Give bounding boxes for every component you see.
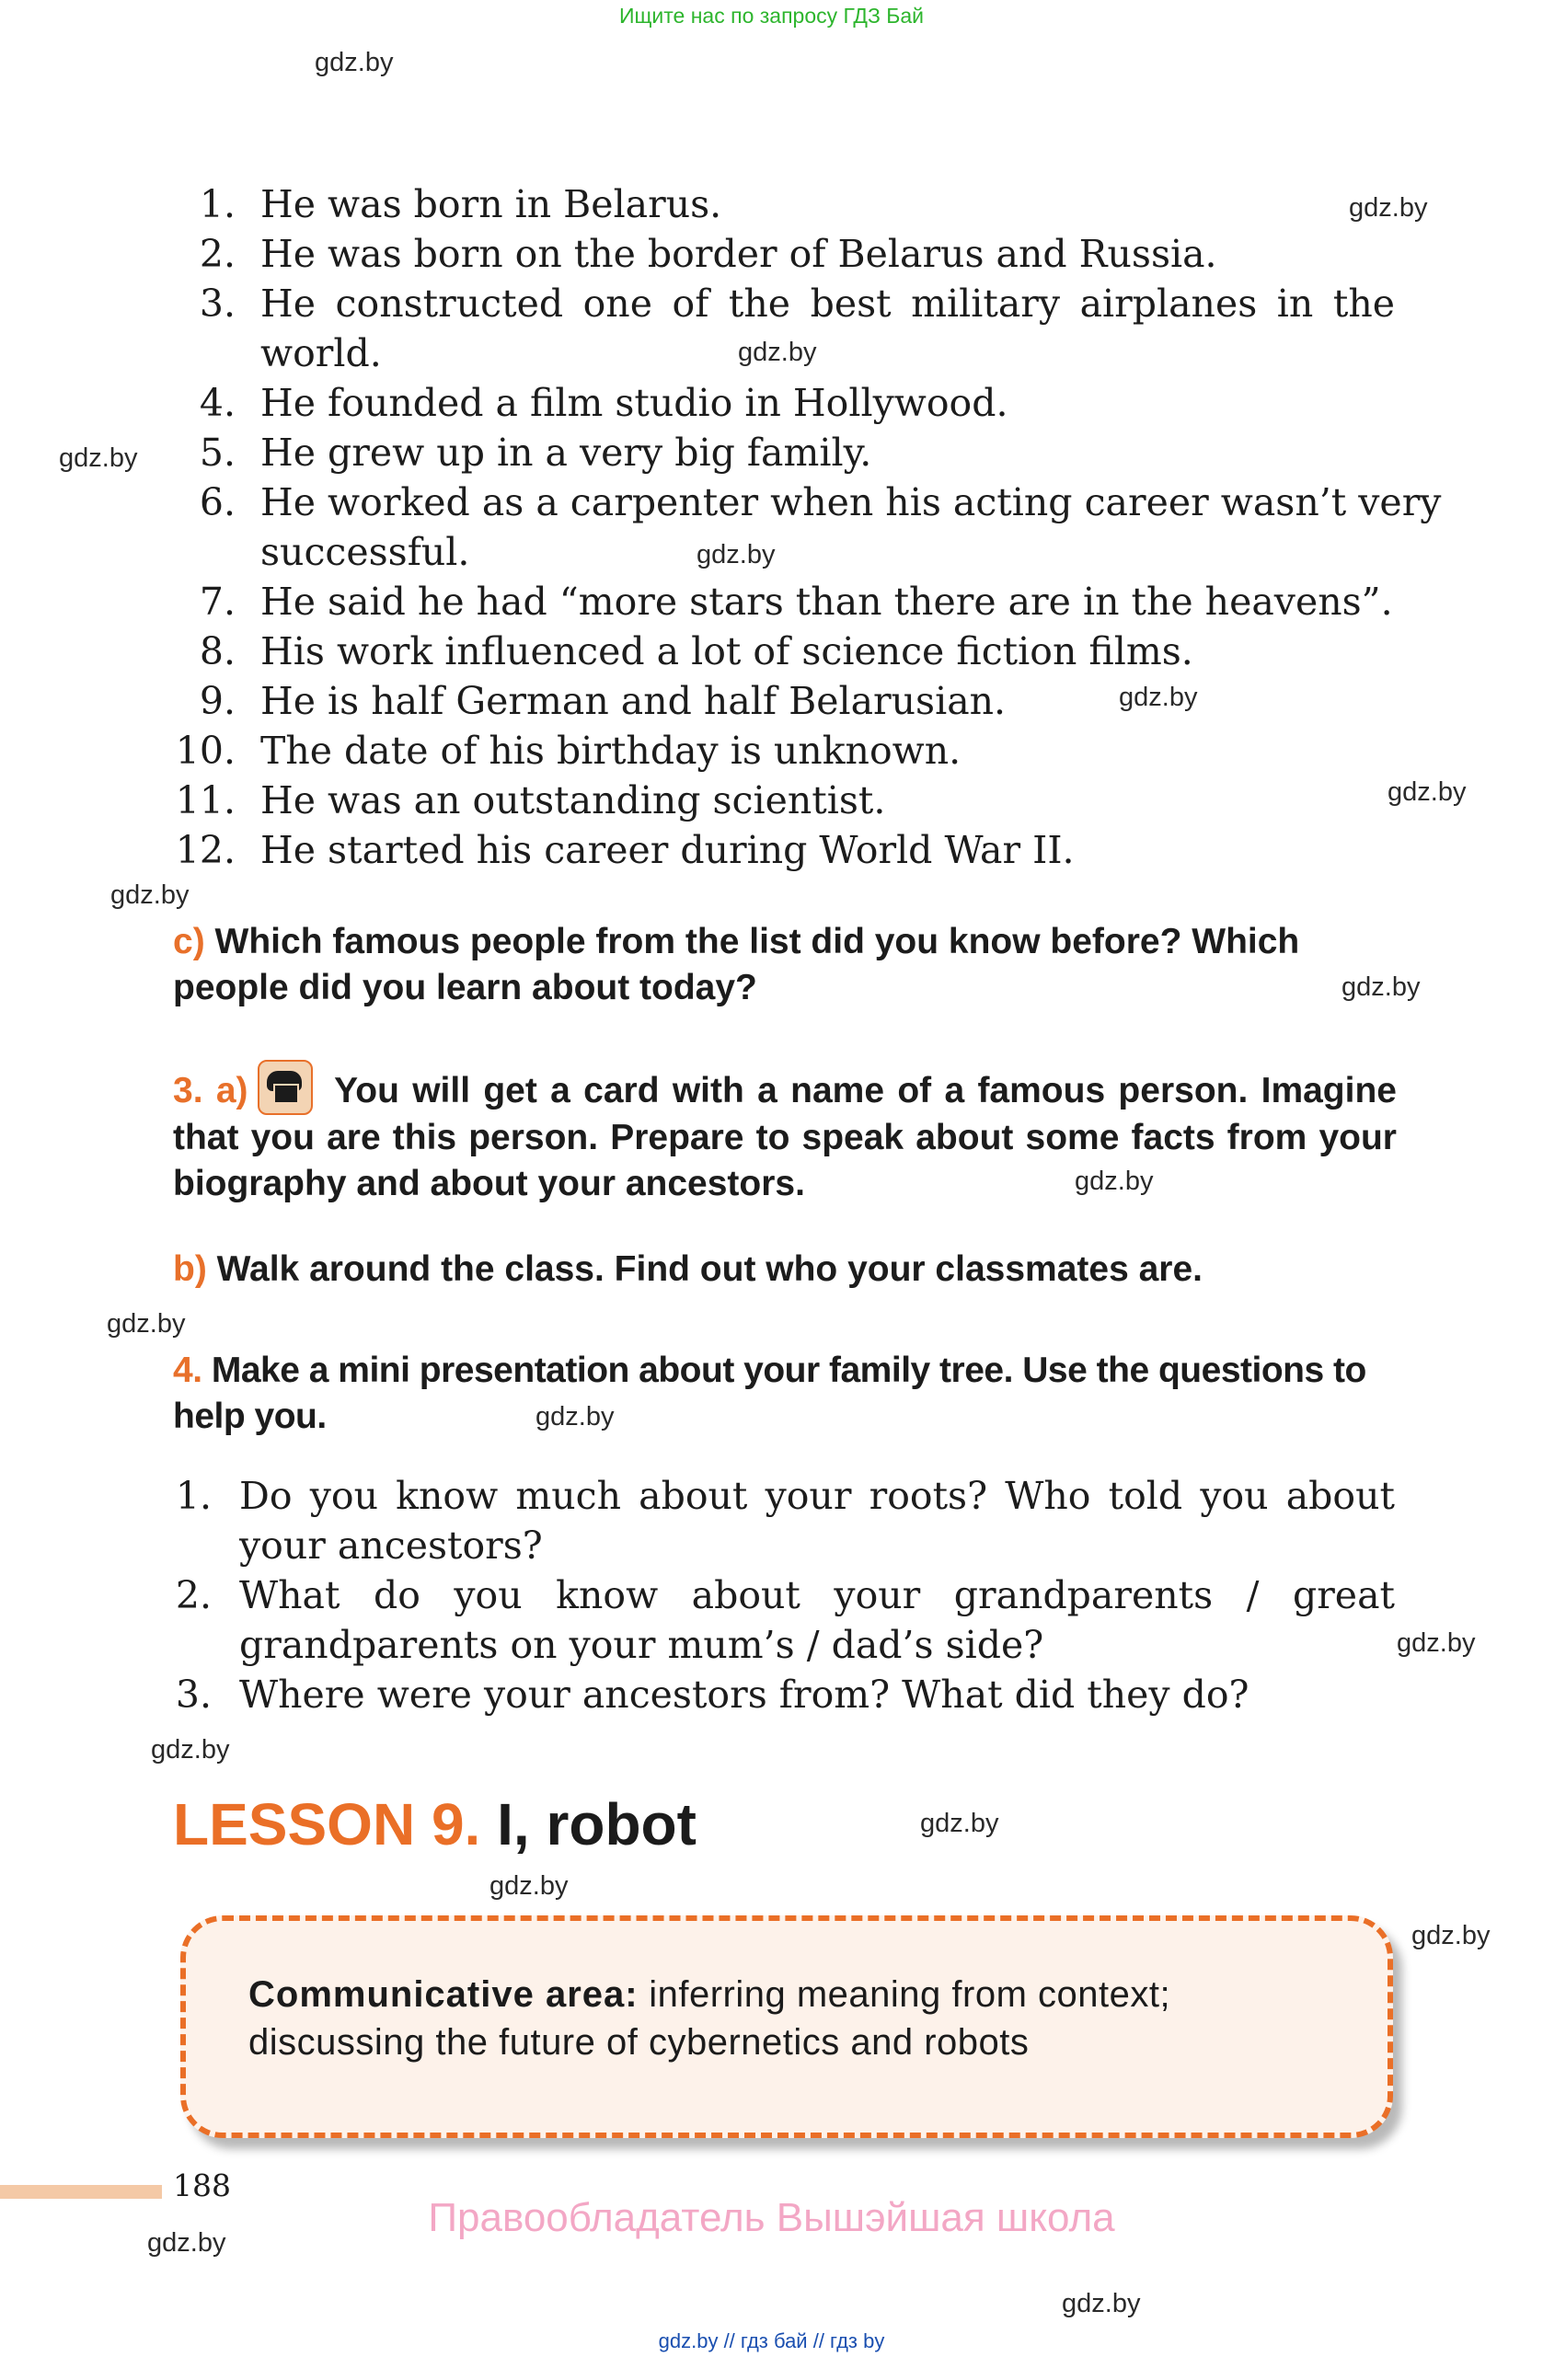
task-c (173, 919, 1397, 1011)
watermark: gdz.by (489, 1871, 569, 1901)
top-banner[interactable]: Ищите нас по запросу ГДЗ Бай (618, 4, 925, 28)
list-item-text: He worked as a carpenter when his acting career wasn’t very (260, 480, 1442, 524)
watermark: gdz.by (1349, 193, 1428, 223)
watermark: gdz.by (107, 1309, 186, 1339)
list-item-text: He is half German and half Belarusian. (260, 679, 1007, 723)
watermark: gdz.by (1388, 777, 1467, 807)
list-item-number: 12. (175, 828, 236, 872)
list-item-text: He started his career during World War II. (260, 828, 1075, 872)
task-text: You will get a card with a name of a famous person. Imagine that you are this person. Prepare to speak about some facts from your biography and about your ancestors. (173, 1071, 1397, 1203)
list-item-number: 2. (199, 232, 236, 276)
list-item-number: 2. (175, 1573, 212, 1617)
watermark: gdz.by (920, 1809, 999, 1838)
watermark: gdz.by (147, 2228, 226, 2258)
bottom-links[interactable]: gdz.by // гдз бай // гдз by (658, 2329, 885, 2352)
list-item-number: 8. (199, 629, 236, 673)
list-item-text: successful. (260, 530, 470, 574)
task-label: c) (173, 922, 205, 961)
list-item-text: He was born in Belarus. (260, 182, 722, 226)
list-item-text: He was born on the border of Belarus and Russia. (260, 232, 1217, 276)
watermark: gdz.by (535, 1402, 615, 1431)
task-text: Walk around the class. Find out who your classmates are. (216, 1249, 1203, 1289)
list-item-number: 1. (175, 1474, 212, 1518)
watermark: gdz.by (697, 540, 776, 569)
communicative-label: Communicative area: (248, 1974, 639, 2015)
watermark: gdz.by (110, 880, 190, 910)
list-item-number: 4. (199, 381, 236, 425)
task-3b (173, 1247, 1397, 1293)
list-item-text: your ancestors? (239, 1523, 543, 1568)
list-item-number: 6. (199, 480, 236, 524)
task-4 (173, 1348, 1397, 1440)
watermark: gdz.by (151, 1735, 230, 1765)
list-item-text: The date of his birthday is unknown. (260, 729, 961, 773)
list-item-text: His work influenced a lot of science fiction films. (260, 629, 1193, 673)
task-text: Which famous people from the list did you know before? Which people did you learn about today? (173, 922, 1300, 1007)
list-item-number: 3. (199, 282, 236, 326)
cloud-box-icon (258, 1060, 313, 1115)
list-item-text: He said he had “more stars than there are in the heavens”. (260, 580, 1393, 624)
lesson-heading (173, 1790, 697, 1858)
lesson-title: I, robot (497, 1791, 697, 1857)
watermark: gdz.by (738, 338, 817, 367)
watermark: gdz.by (315, 48, 394, 77)
list-item-text: He was an outstanding scientist. (260, 778, 886, 822)
list-item-text: world. (260, 331, 382, 375)
list-item-text: What do you know about your grandparents / great (239, 1573, 1395, 1617)
task-3a (173, 1060, 1397, 1207)
list-item-number: 11. (175, 778, 236, 822)
list-item-text: He constructed one of the best military airplanes in the (260, 282, 1395, 326)
lesson-number: LESSON 9. (173, 1791, 481, 1857)
list-item-number: 3. (175, 1673, 212, 1717)
list-item-number: 5. (199, 431, 236, 475)
list-item-number: 9. (199, 679, 236, 723)
list-item-text: grandparents on your mum’s / dad’s side? (239, 1623, 1044, 1667)
watermark: gdz.by (1397, 1628, 1476, 1658)
list-item-text: Do you know much about your roots? Who told you about (239, 1474, 1395, 1518)
watermark: gdz.by (1075, 1167, 1154, 1196)
communicative-description: inferring meaning from context; discussing the future of cybernetics and robots (248, 1974, 1171, 2063)
task-label: 3. a) (173, 1071, 248, 1110)
list-item-number: 10. (175, 729, 236, 773)
communicative-area-text (248, 1971, 1323, 2066)
watermark: gdz.by (1119, 683, 1198, 712)
list-item-number: 1. (199, 182, 236, 226)
task-text: Make a mini presentation about your family tree. Use the questions to help you. (173, 1351, 1366, 1436)
task-label: b) (173, 1249, 207, 1289)
watermark: gdz.by (1411, 1921, 1491, 1950)
list-item-text: He grew up in a very big family. (260, 431, 872, 475)
task-label: 4. (173, 1351, 202, 1390)
list-item-number: 7. (199, 580, 236, 624)
watermark: gdz.by (1341, 972, 1421, 1002)
list-item-text: He founded a film studio in Hollywood. (260, 381, 1008, 425)
page-number: 188 (173, 2167, 231, 2203)
copyright-notice: Правообладатель Вышэйшая школа (428, 2195, 1115, 2240)
watermark: gdz.by (59, 443, 138, 473)
watermark: gdz.by (1062, 2289, 1141, 2318)
list-item-text: Where were your ancestors from? What did they do? (239, 1673, 1249, 1717)
